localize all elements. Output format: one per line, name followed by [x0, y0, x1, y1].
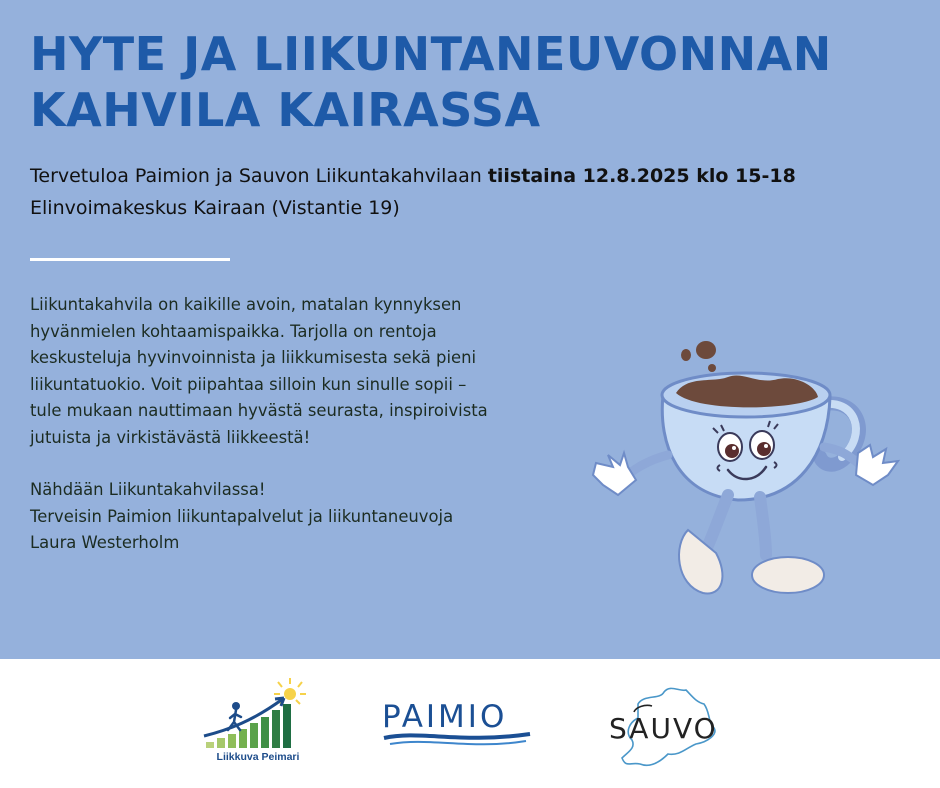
page-title — [30, 26, 832, 138]
spacer — [30, 451, 590, 477]
body-line: liikuntatuokio. Voit piipahtaa silloin kun sinulle sopii – — [30, 374, 467, 394]
paimio-logo-text: PAIMIO — [382, 699, 508, 735]
closing-line: Terveisin Paimion liikuntapalvelut ja liikuntaneuvoja — [30, 506, 454, 526]
body-line: hyvänmielen kohtaamispaikka. Tarjolla on rentoja — [30, 321, 437, 341]
event-location: Elinvoimakeskus Kairaan (Vistantie 19) — [30, 197, 400, 219]
liikkuva-peimari-label: Liikkuva Peimari — [216, 751, 300, 763]
title-line-2: KAHVILA KAIRASSA — [30, 83, 541, 137]
signature: Laura Westerholm — [30, 533, 180, 552]
body-line: Liikuntakahvila on kaikille avoin, matalan kynnyksen — [30, 295, 462, 314]
event-date-time: tiistaina 12.8.2025 klo 15-18 — [487, 165, 796, 187]
body-text — [30, 292, 590, 557]
closing-line: Nähdään Liikuntakahvilassa! — [30, 480, 266, 499]
intro-text: Tervetuloa Paimion ja Sauvon Liikuntakahvilaan — [30, 165, 488, 187]
divider — [30, 258, 230, 261]
body-line: tule mukaan nauttimaan hyvästä seurasta, inspiroivista — [30, 401, 488, 420]
coffee-cup-mascot — [588, 335, 913, 605]
event-intro — [30, 160, 920, 224]
bar-stairs-icon — [206, 704, 291, 748]
body-line: jutuista ja virkistävästä liikkeestä! — [30, 427, 311, 447]
intro-line-1 — [30, 160, 920, 192]
body-line: keskusteluja hyvinvoinnista ja liikkumisesta sekä pieni — [30, 348, 477, 367]
wave-icon — [380, 700, 540, 750]
title-line-1: HYTE JA LIIKUNTANEUVONNAN — [30, 27, 832, 81]
sauvo-logo-text: SAUVO — [609, 712, 718, 745]
